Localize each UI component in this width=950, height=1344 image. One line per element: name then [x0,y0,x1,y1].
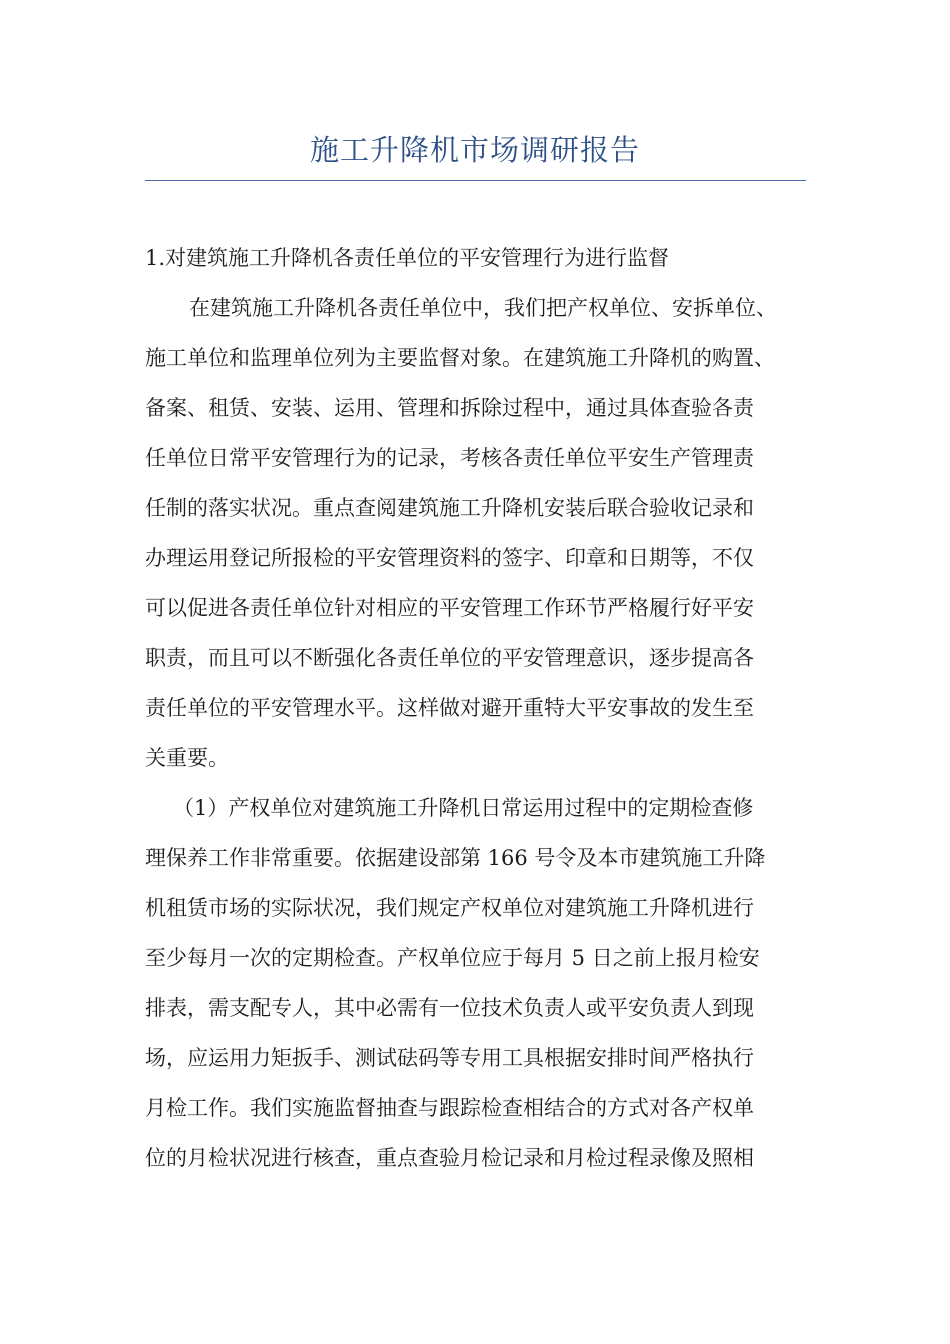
paragraph-line: 月检工作。我们实施监督抽查与跟踪检查相结合的方式对各产权单 [145,1096,754,1120]
paragraph-line: 排表，需支配专人，其中必需有一位技术负责人或平安负责人到现 [145,996,754,1020]
paragraph-line: 办理运用登记所报检的平安管理资料的签字、印章和日期等，不仅 [145,546,754,570]
paragraph-line: 任单位日常平安管理行为的记录，考核各责任单位平安生产管理责 [145,446,754,470]
paragraph-line: 施工单位和监理单位列为主要监督对象。在建筑施工升降机的购置、 [145,346,775,370]
paragraph-line: 责任单位的平安管理水平。这样做对避开重特大平安事故的发生至 [145,696,754,720]
paragraph-line: 备案、租赁、安装、运用、管理和拆除过程中，通过具体查验各责 [145,396,754,420]
paragraph-line: 职责，而且可以不断强化各责任单位的平安管理意识，逐步提高各 [145,646,754,670]
paragraph-line: 在建筑施工升降机各责任单位中，我们把产权单位、安拆单位、 [189,296,777,320]
paragraph-line: 场，应运用力矩扳手、测试砝码等专用工具根据安排时间严格执行 [145,1046,754,1070]
document-body [145,233,825,1183]
paragraph-1 [145,283,825,783]
paragraph-line: 至少每月一次的定期检查。产权单位应于每月 5 日之前上报月检安 [145,946,760,970]
title-underline [145,180,806,181]
paragraph-line: （1）产权单位对建筑施工升降机日常运用过程中的定期检查修 [173,796,754,820]
document-title: 施工升降机市场调研报告 [309,133,640,167]
heading-line: 1.对建筑施工升降机各责任单位的平安管理行为进行监督 [145,246,670,270]
paragraph-line: 理保养工作非常重要。依据建设部第 166 号令及本市建筑施工升降 [145,846,766,870]
paragraph-line: 关重要。 [145,746,229,770]
paragraph-line: 任制的落实状况。重点查阅建筑施工升降机安装后联合验收记录和 [145,496,754,520]
paragraph-line: 可以促进各责任单位针对相应的平安管理工作环节严格履行好平安 [145,596,754,620]
paragraph-line: 位的月检状况进行核查，重点查验月检记录和月检过程录像及照相 [145,1146,754,1170]
paragraph-2 [145,783,825,1183]
section-heading [145,233,825,283]
paragraph-line: 机租赁市场的实际状况，我们规定产权单位对建筑施工升降机进行 [145,896,754,920]
